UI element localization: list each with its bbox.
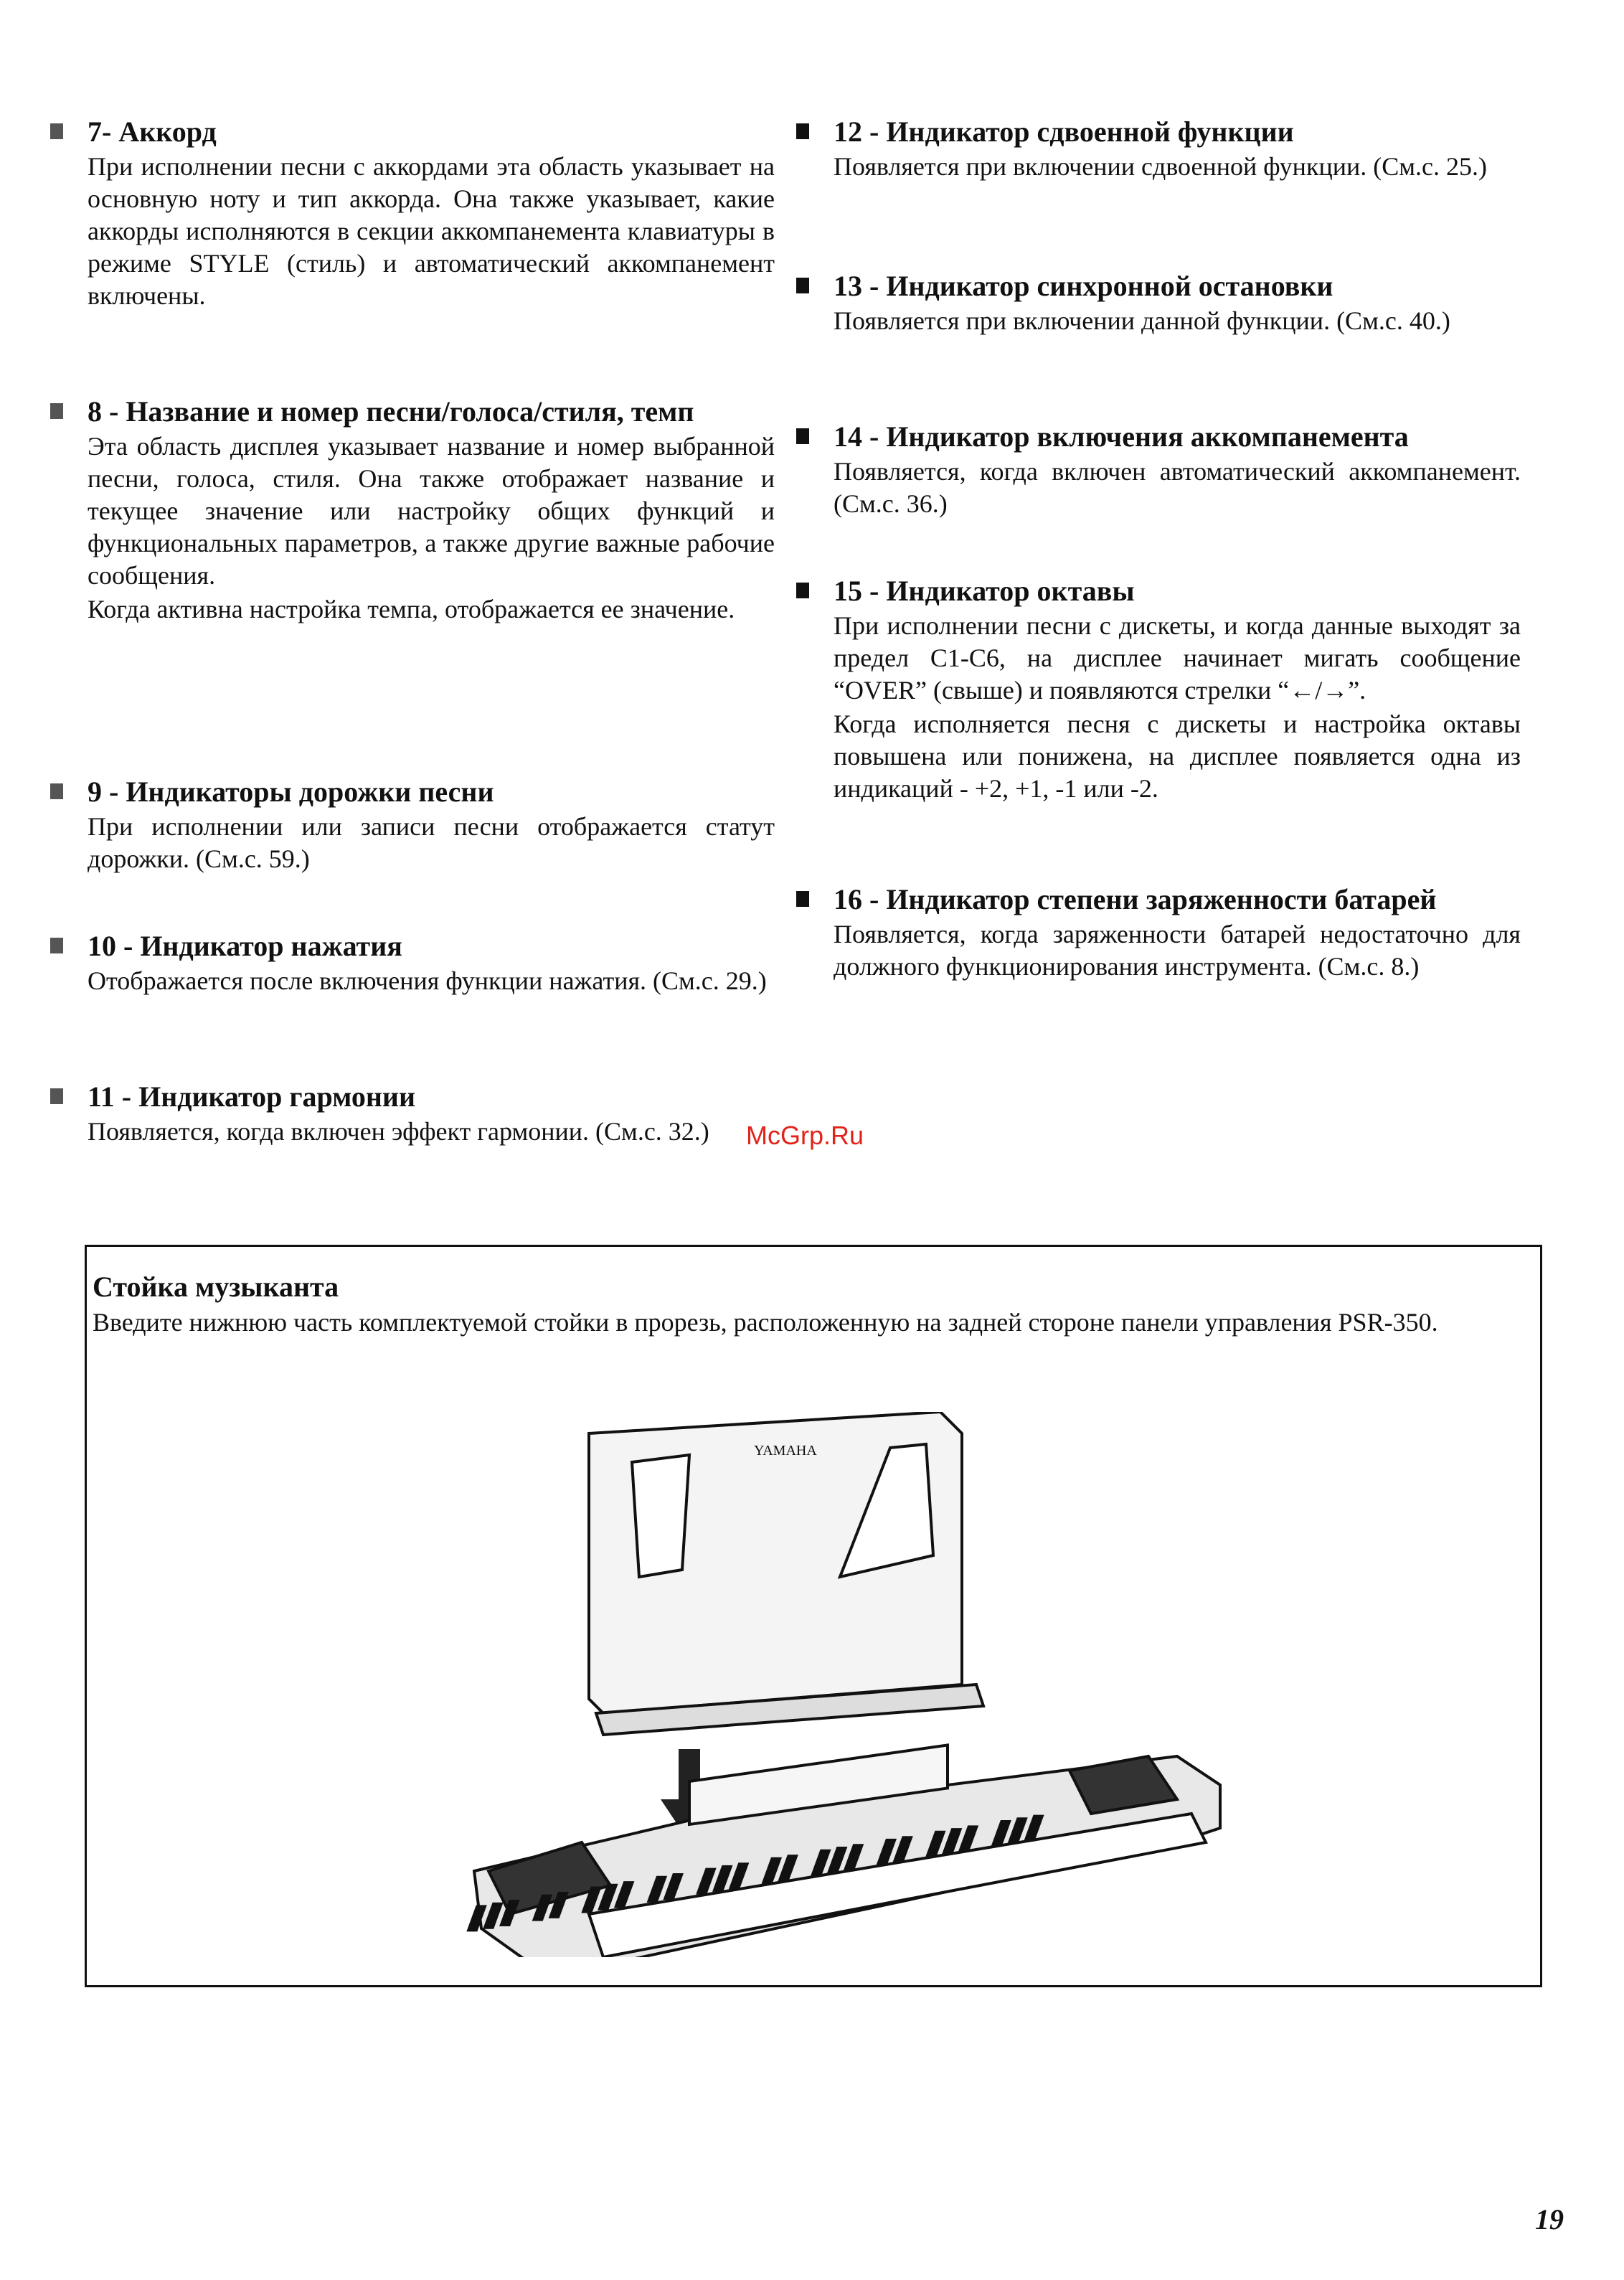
bullet-icon <box>796 583 809 598</box>
section-heading: 8 - Название и номер песни/голоса/стиля, темп <box>50 395 775 429</box>
keyboard-body <box>474 1745 1220 1957</box>
bullet-icon <box>50 403 63 419</box>
section-heading: 11 - Индикатор гармонии <box>50 1080 775 1114</box>
bullet-icon <box>796 278 809 293</box>
section-11 <box>50 1080 775 1148</box>
box-title: Стойка музыканта <box>93 1271 339 1303</box>
bullet-icon <box>796 891 809 907</box>
section-16 <box>796 882 1521 983</box>
section-14 <box>796 420 1521 520</box>
section-15 <box>796 574 1521 805</box>
section-heading: 13 - Индикатор синхронной остановки <box>796 269 1521 303</box>
bullet-icon <box>50 783 63 799</box>
bullet-icon <box>796 123 809 139</box>
section-heading: 9 - Индикаторы дорожки песни <box>50 775 775 809</box>
bullet-icon <box>796 428 809 444</box>
keyboard-illustration <box>460 1412 1321 1957</box>
music-stand-box <box>85 1245 1542 1987</box>
section-heading: 10 - Индикатор нажатия <box>50 929 775 964</box>
section-body: Появляется при включении данной функции. (См.с. 40.) <box>834 306 1450 335</box>
bullet-icon <box>50 123 63 139</box>
section-heading: 14 - Индикатор включения аккомпанемента <box>796 420 1521 454</box>
section-body: Появляется, когда заряженности батарей недостаточно для должного функционирования инструмента. (См.с. 8.) <box>834 920 1521 981</box>
section-body: При исполнении или записи песни отображается статут дорожки. (См.с. 59.) <box>88 812 775 873</box>
section-8 <box>50 395 775 626</box>
section-body: При исполнении песни с дискеты, и когда данные выходят за предел C1-C6, на дисплее начинает мигать сообщение “OVER” (свыше) и появляются стрелки “←/→”. <box>834 611 1521 705</box>
section-heading: 16 - Индикатор степени заряженности батарей <box>796 882 1521 917</box>
music-stand <box>589 1412 983 1735</box>
section-10 <box>50 929 775 997</box>
section-body: При исполнении песни с аккордами эта область указывает на основную ноту и тип аккорда. Она также указывает, какие аккорды исполняются в секции аккомпанемента клавиатуры в режиме STYLE (стиль) и автоматический аккомпанемент включены. <box>88 152 775 310</box>
section-body-extra: Когда исполняется песня с дискеты и настройка октавы повышена или понижена, на дисплее появляется одна из индикаций - +2, +1, -1 или -2. <box>834 710 1521 803</box>
section-9 <box>50 775 775 875</box>
section-body: Эта область дисплея указывает название и номер выбранной песни, голоса, стиля. Она также отображает название и текущее значение или настройку общих функций и функциональных параметров, а также другие важные рабочие сообщения. <box>88 432 775 590</box>
section-body: Отображается после включения функции нажатия. (См.с. 29.) <box>88 966 767 995</box>
section-12 <box>796 115 1521 183</box>
section-body: Появляется, когда включен автоматический аккомпанемент. (См.с. 36.) <box>834 457 1521 518</box>
section-heading: 12 - Индикатор сдвоенной функции <box>796 115 1521 149</box>
section-13 <box>796 269 1521 337</box>
bullet-icon <box>50 938 63 953</box>
section-heading: 15 - Индикатор октавы <box>796 574 1521 608</box>
section-body: Появляется при включении сдвоенной функции. (См.с. 25.) <box>834 152 1487 181</box>
bullet-icon <box>50 1088 63 1104</box>
box-text: Введите нижнюю часть комплектуемой стойки в прорезь, расположенную на задней стороне панели управления PSR-350. <box>93 1308 1438 1337</box>
page-number: 19 <box>1535 2203 1564 2236</box>
section-body-extra: Когда активна настройка темпа, отображается ее значение. <box>88 595 735 623</box>
stand-brand-label: YAMAHA <box>754 1443 817 1459</box>
section-heading: 7- Аккорд <box>50 115 775 149</box>
section-7 <box>50 115 775 312</box>
watermark: McGrp.Ru <box>746 1121 864 1150</box>
section-body: Появляется, когда включен эффект гармонии. (См.с. 32.) <box>88 1117 709 1146</box>
